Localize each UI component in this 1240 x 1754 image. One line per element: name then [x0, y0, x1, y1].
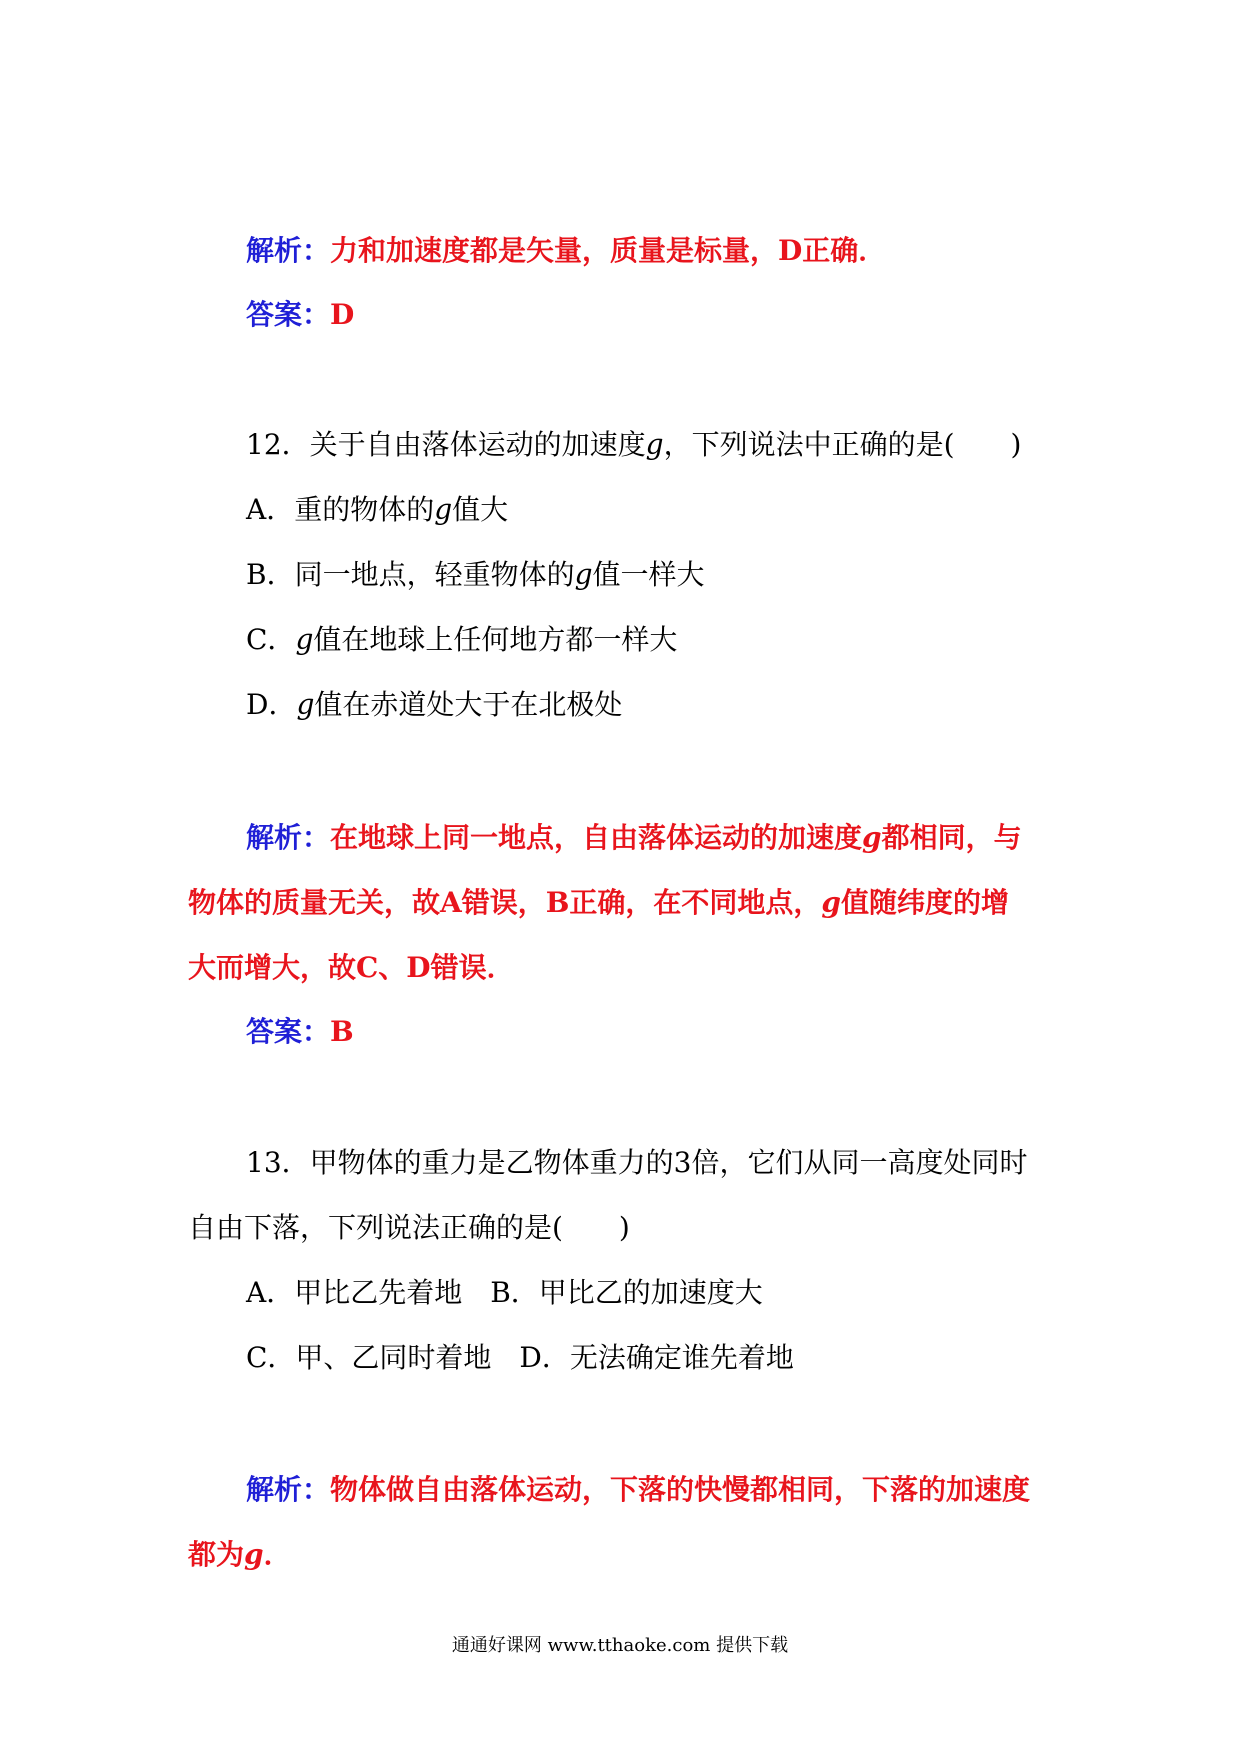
- answer-label: 答案：: [246, 1015, 331, 1048]
- q12-answer: [246, 1012, 354, 1052]
- q12-explanation-line-3: 大而增大，故C、D错误．: [188, 951, 515, 984]
- q13-stem-line-1: 13．甲物体的重力是乙物体重力的3倍，它们从同一高度处同时: [246, 1146, 1028, 1179]
- q13-stem-line-2: 自由下落，下列说法正确的是( ): [188, 1211, 630, 1244]
- q11-answer: [246, 295, 354, 335]
- q12-option-c: C．g值在地球上任何地方都一样大: [246, 623, 678, 656]
- page-footer: 通通好课网 www.tthaoke.com 提供下载: [451, 1635, 789, 1656]
- explain-text: 力和加速度都是矢量，质量是标量，D正确．: [330, 234, 887, 267]
- q12-explanation-line-1: 解析：在地球上同一地点，自由落体运动的加速度g都相同，与: [246, 821, 1022, 854]
- explain-label: 解析：: [246, 234, 331, 267]
- q12-option-a: A．重的物体的g值大: [246, 493, 509, 526]
- q13-options-line-2: C．甲、乙同时着地 D．无法确定谁先着地: [246, 1341, 794, 1374]
- q12-option-b: B．同一地点，轻重物体的g值一样大: [246, 558, 705, 591]
- q12-explanation-line-2: 物体的质量无关，故A错误，B正确，在不同地点，g值随纬度的增: [188, 886, 1009, 919]
- q13-explanation-line-1: 解析：物体做自由落体运动，下落的快慢都相同，下落的加速度: [246, 1473, 1031, 1506]
- q11-explanation: [246, 231, 886, 271]
- answer-value: D: [330, 298, 355, 331]
- q12-stem: 12．关于自由落体运动的加速度g，下列说法中正确的是( ): [246, 428, 1022, 461]
- answer-label: 答案：: [246, 298, 331, 331]
- q12-option-d: D．g值在赤道处大于在北极处: [246, 688, 623, 721]
- q13-options-line-1: A．甲比乙先着地 B．甲比乙的加速度大: [246, 1276, 763, 1309]
- explain-label: 解析：: [246, 821, 331, 854]
- q13-explanation-line-2: 都为g．: [188, 1538, 292, 1571]
- answer-value: B: [330, 1015, 354, 1048]
- explain-label: 解析：: [246, 1473, 331, 1506]
